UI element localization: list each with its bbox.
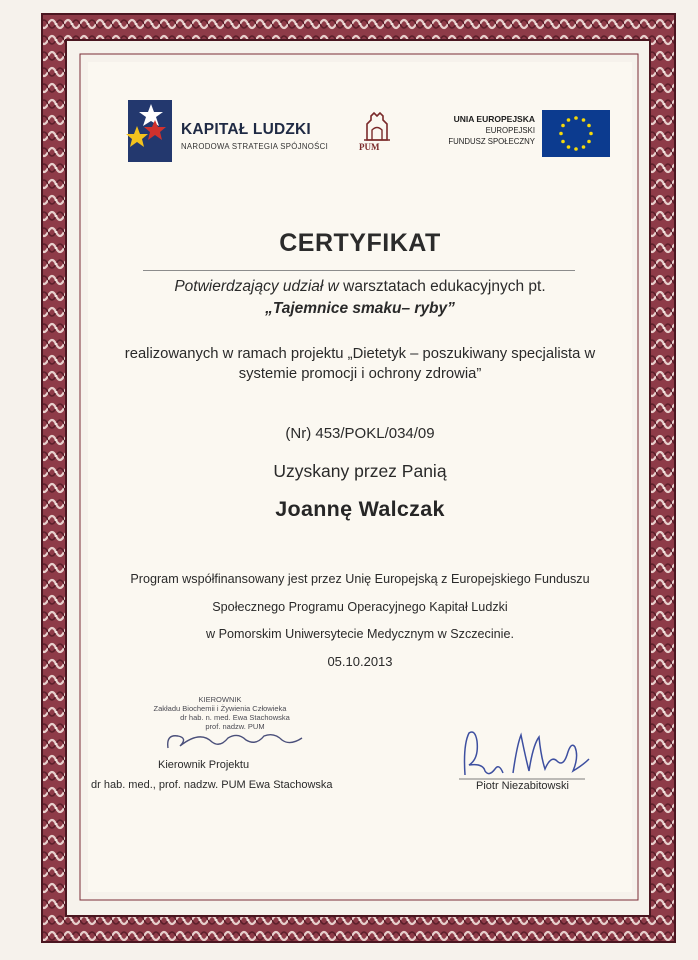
project-line-1: realizowanych w ramach projektu „Dietetyk – poszukiwany specjalista w [124,346,596,362]
pum-crest-icon [360,110,394,144]
title-divider [143,270,575,271]
kapital-ludzki-title: KAPITAŁ LUDZKI [181,121,311,138]
eu-line-1: EUROPEJSKI [485,126,535,135]
certificate-title: CERTYFIKAT [279,229,441,257]
workshop-title: „Tajemnice smaku– ryby” [265,300,455,317]
kapital-ludzki-subtitle: NARODOWA STRATEGIA SPÓJNOŚCI [181,142,329,151]
eu-title: UNIA EUROPEJSKA [453,114,535,124]
stamp-line-1: KIEROWNIK [198,695,242,704]
confirm-prefix: Potwierdzający udział w [174,278,339,295]
left-signer-role: Kierownik Projektu [158,759,250,771]
funding-line-2: Społecznego Programu Operacyjnego Kapitał Ludzki [212,600,508,614]
stamp-line-3: dr hab. n. med. Ewa Stachowska [180,713,290,722]
right-signature [455,725,595,785]
eu-text-block [420,113,535,147]
recipient-name: Joannę Walczak [275,497,445,521]
stamp-line-2: Zakładu Biochemii i Żywienia Człowieka [153,704,287,713]
left-signature [160,726,310,756]
funding-line-1: Program współfinansowany jest przez Unię Europejską z Europejskiego Funduszu [130,572,590,586]
pum-text: PUM [359,142,380,152]
stamp-line-4: prof. nadzw. PUM [205,722,265,731]
left-signer-name: dr hab. med., prof. nadzw. PUM Ewa Stachowska [91,779,333,791]
obtained-by: Uzyskany przez Panią [273,461,447,481]
right-signer-name: Piotr Niezabitowski [476,780,569,792]
confirm-line [88,278,632,296]
kapital-ludzki-logo-icon [125,100,175,162]
eu-flag-icon [542,110,610,157]
eu-line-2: FUNDUSZ SPOŁECZNY [448,137,535,146]
funding-line-3: w Pomorskim Uniwersytecie Medycznym w Szczecinie. [206,627,514,641]
certificate-number: (Nr) 453/POKL/034/09 [285,425,435,442]
project-line-2: systemie promocji i ochrony zdrowia” [238,366,482,382]
confirm-suffix: warsztatach edukacyjnych pt. [338,278,546,295]
issue-date: 05.10.2013 [327,654,393,669]
